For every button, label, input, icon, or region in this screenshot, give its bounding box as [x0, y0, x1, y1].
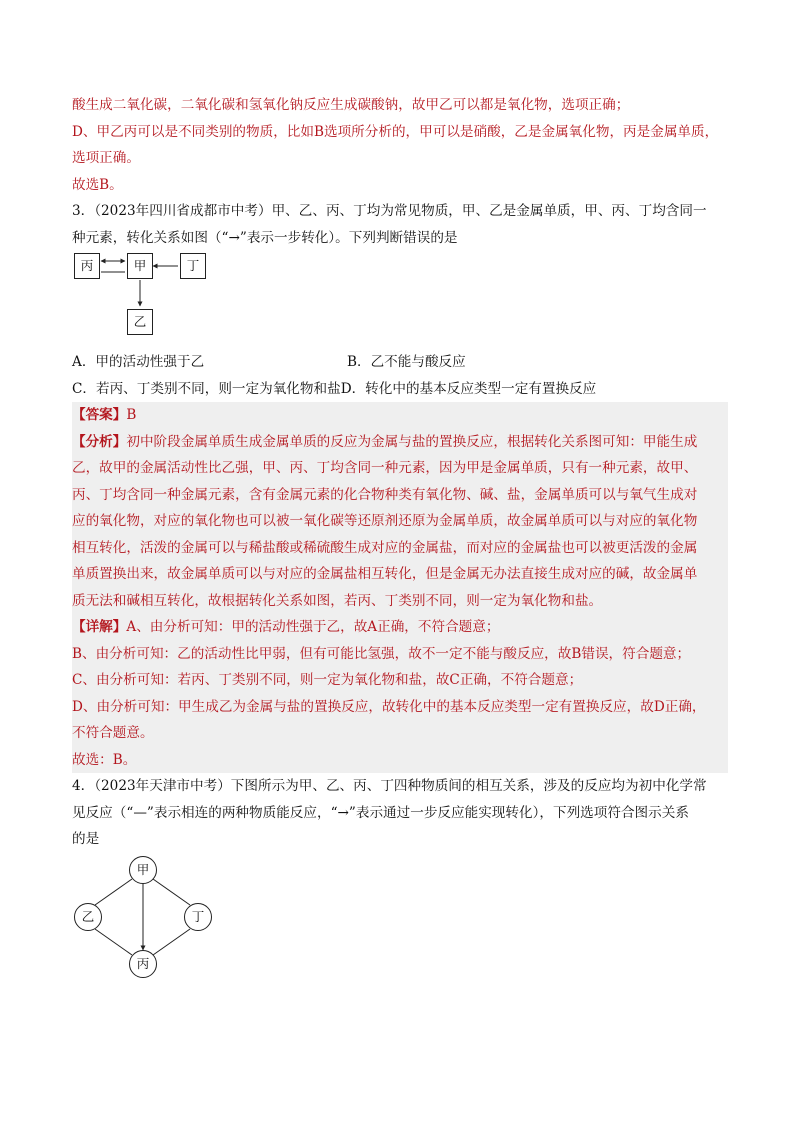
- node-jia: 甲: [129, 856, 157, 884]
- question-4: [72, 773, 728, 983]
- analysis-line: 丙、丁均含同一种金属元素，含有金属元素的化合物种类有氧化物、碱、盐，金属单质可以与氧气生成对: [72, 486, 698, 503]
- relation-diagram-q4: [72, 853, 728, 983]
- analysis-line: [72, 429, 728, 456]
- previous-explanation: [72, 92, 728, 198]
- detail-line: C、由分析可知：若丙、丁类别不同，则一定为氧化物和盐，故C正确，不符合题意；: [72, 672, 583, 688]
- option-b: B．乙不能与酸反应: [347, 354, 466, 370]
- answer-label: 【答案】: [72, 407, 127, 423]
- question-3: [72, 198, 728, 773]
- node-bing: 丙: [74, 253, 100, 279]
- analysis-text: 初中阶段金属单质生成金属单质的反应为金属与盐的置换反应，根据转化关系图可知：甲能生成: [126, 433, 698, 450]
- text-line: 故选B。: [72, 176, 123, 193]
- detail-line: D、由分析可知：甲生成乙为金属与盐的置换反应，故转化中的基本反应类型一定有置换反应，故D正确，: [72, 698, 706, 715]
- node-jia: 甲: [127, 253, 153, 279]
- answer-line: [72, 402, 728, 429]
- node-ding: 丁: [180, 253, 206, 279]
- document-page: [72, 92, 728, 983]
- node-yi: 乙: [127, 309, 153, 335]
- analysis-line: 应的氧化物，对应的氧化物也可以被一氧化碳等还原剂还原为金属单质，故金属单质可以与对应的氧化物: [72, 513, 698, 529]
- node-yi: 乙: [74, 903, 102, 931]
- analysis-line: 相互转化，活泼的金属可以与稀盐酸或稀硫酸生成对应的金属盐，而对应的金属盐也可以被更活泼的金属: [72, 539, 698, 556]
- text-line: 选项正确。: [72, 150, 140, 166]
- node-bing: 丙: [129, 950, 157, 978]
- diagram-lines: [72, 853, 272, 983]
- analysis-label: 【分析】: [72, 433, 127, 450]
- analysis-line: 质无法和碱相互转化，故根据转化关系如图，若丙、丁类别不同，则一定为氧化物和盐。: [72, 592, 603, 609]
- option-c: C．若丙、丁类别不同，则一定为氧化物和盐: [72, 380, 341, 397]
- question-stem-line: 种元素，转化关系如图（“→”表示一步转化）。下列判断错误的是: [72, 229, 458, 246]
- node-ding: 丁: [184, 903, 212, 931]
- option-d: D．转化中的基本反应类型一定有置换反应: [340, 380, 597, 397]
- detail-text: A、由分析可知：甲的活动性强于乙，故A正确，不符合题意；: [126, 619, 500, 635]
- detail-line: 不符合题意。: [72, 725, 154, 741]
- text-line: D、甲乙丙可以是不同类别的物质，比如B选项所分析的，甲可以是硝酸，乙是金属氧化物，丙是金属单质，: [72, 123, 719, 140]
- analysis-line: 单质置换出来，故金属单质可以与对应的金属盐相互转化，但是金属无办法直接生成对应的碱，故金属单: [72, 566, 698, 582]
- question-stem-line: 3．（2023年四川省成都市中考）甲、乙、丙、丁均为常见物质，甲、乙是金属单质，甲、丙、丁均含同一: [72, 203, 707, 219]
- conversion-diagram-q3: [72, 251, 728, 349]
- question-stem-line: 见反应（“—”表示相连的两种物质能反应，“→”表示通过一步反应能实现转化），下列选项符合图示关系: [72, 804, 689, 821]
- solution-block: [72, 402, 728, 773]
- answer-value: B: [126, 407, 137, 423]
- question-stem-line: 的是: [72, 831, 100, 847]
- options-row: [72, 376, 728, 403]
- diagram-arrows: [72, 251, 272, 349]
- text-line: 酸生成二氧化碳，二氧化碳和氢氧化钠反应生成碳酸钠，故甲乙可以都是氧化物，选项正确；: [72, 97, 630, 113]
- question-stem-line: 4．（2023年天津市中考）下图所示为甲、乙、丙、丁四种物质间的相互关系，涉及的反应均为初中化学常: [72, 778, 707, 794]
- options-row: [72, 349, 728, 376]
- detail-line: [72, 614, 728, 641]
- detail-line: 故选：B。: [72, 751, 137, 768]
- detail-line: B、由分析可知：乙的活动性比甲弱，但有可能比氢强，故不一定不能与酸反应，故B错误，符合题意；: [72, 645, 691, 662]
- option-a: A．甲的活动性强于乙: [72, 354, 205, 370]
- detail-label: 【详解】: [72, 619, 127, 635]
- analysis-line: 乙，故甲的金属活动性比乙强，甲、丙、丁均含同一种元素，因为甲是金属单质，只有一种元素，故甲、: [72, 460, 698, 476]
